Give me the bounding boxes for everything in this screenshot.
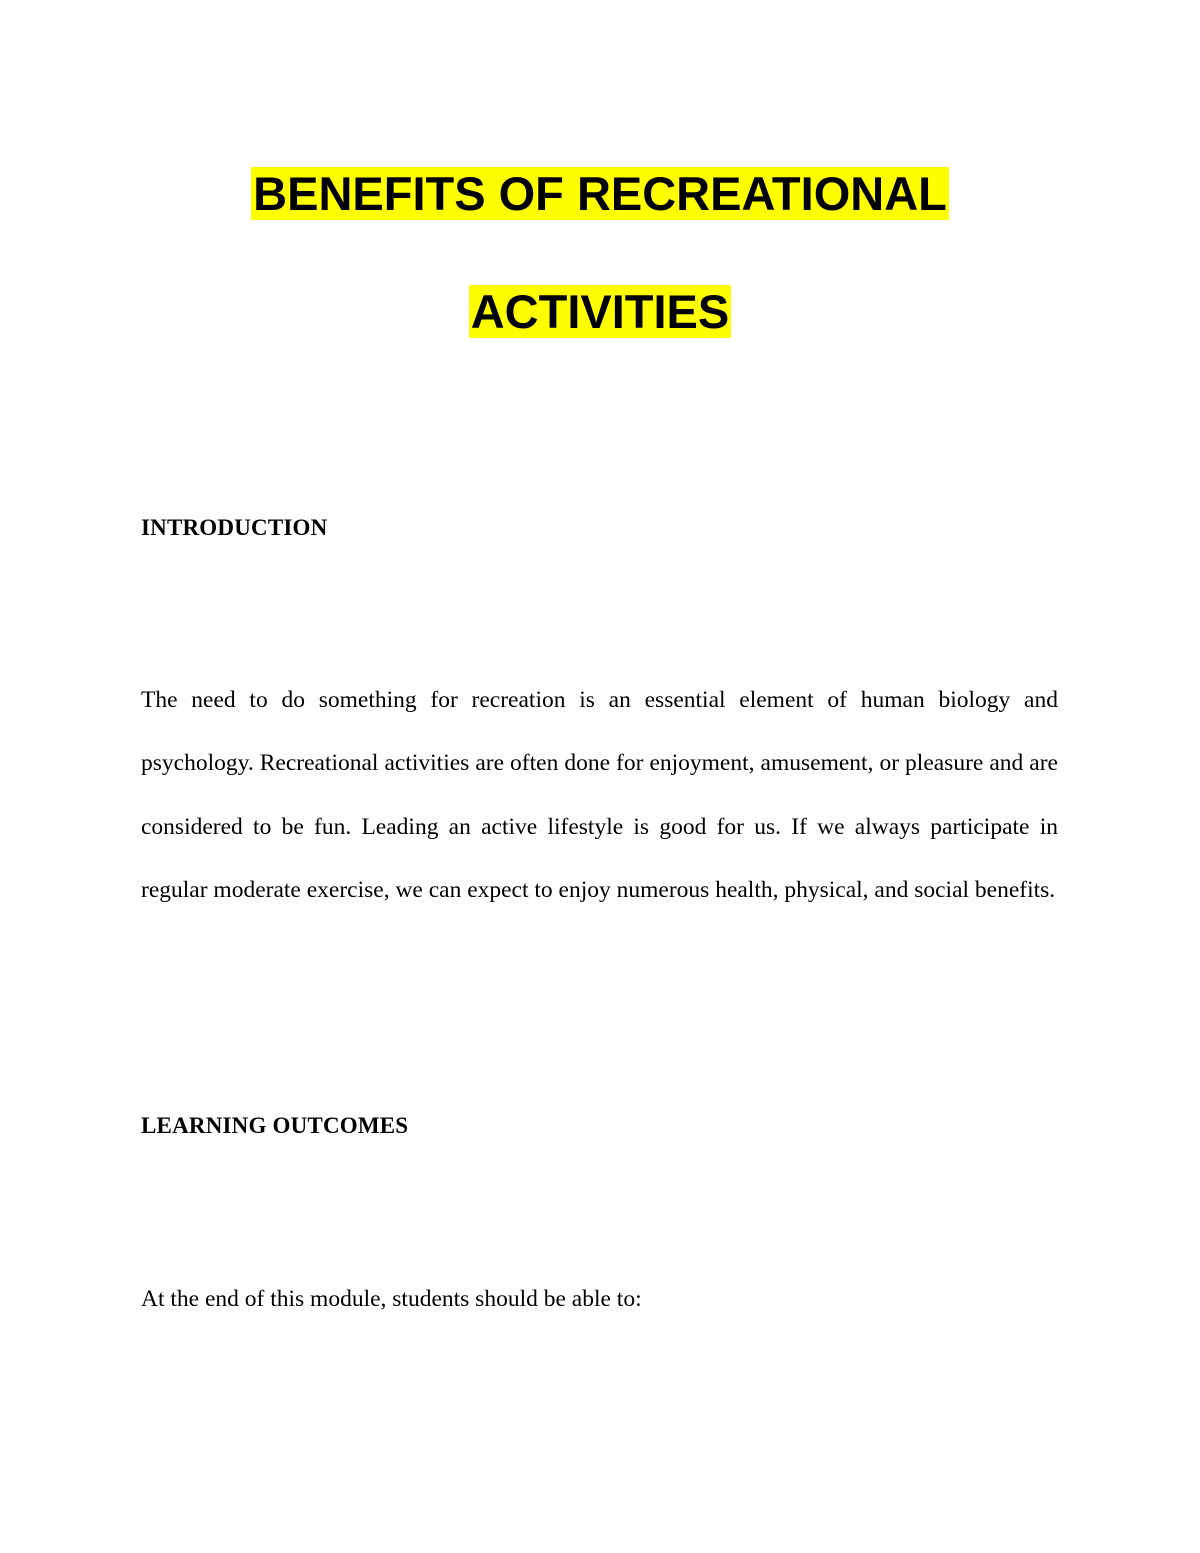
introduction-heading: INTRODUCTION [141,515,328,540]
learning-outcomes-paragraph: At the end of this module, students should be able to: [141,1286,642,1312]
title-highlight-1: BENEFITS OF RECREATIONAL [253,167,947,220]
learning-outcomes-heading: LEARNING OUTCOMES [141,1113,409,1138]
title-highlight-2: ACTIVITIES [470,285,730,338]
document-title-line-2 [0,282,1200,342]
document-title-line-1 [0,164,1200,224]
introduction-paragraph: The need to do something for recreation is an essential element of human biology and psychology. Recreational activities are often done for enjoyment, amusement, or pleasure and are considered to be fun. Leading an active lifestyle is good for us. If we always participate in regular moderate exercise, we can expect to enjoy numerous health, physical, and social benefits. [141,687,1058,903]
